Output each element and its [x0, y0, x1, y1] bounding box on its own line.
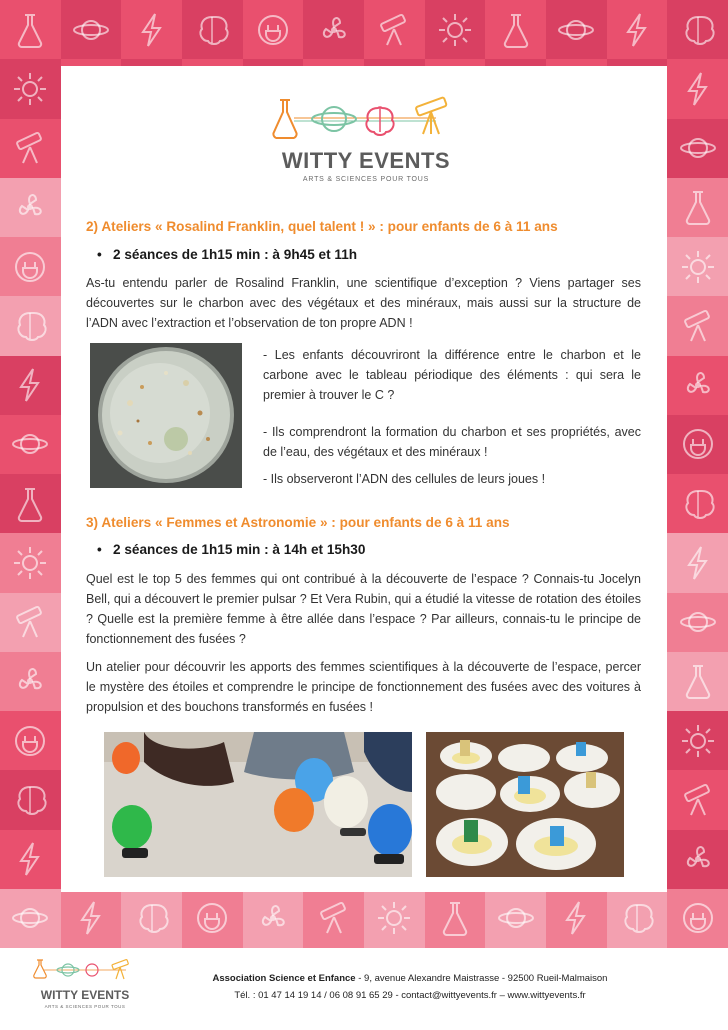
frame-tile — [61, 889, 122, 948]
brain-icon — [679, 11, 717, 49]
frame-tile — [121, 0, 182, 59]
frame-tile — [0, 0, 61, 59]
petri-dish-photo — [90, 343, 242, 488]
lightning-icon — [133, 11, 171, 49]
section-2-point-2: - Ils comprendront la formation du charbon et ses propriétés, avec de l’eau, des végétaux et des minéraux ! — [263, 425, 641, 459]
frame-tile — [485, 0, 546, 59]
footer-logo-brand: WITTY EVENTS — [40, 988, 130, 1002]
frame-tile — [0, 711, 61, 770]
frame-tile — [667, 474, 728, 533]
frame-tile — [546, 0, 607, 59]
lightning-icon — [679, 70, 717, 108]
frame-tile — [546, 889, 607, 948]
frame-tile — [0, 59, 61, 118]
fan-icon — [679, 366, 717, 404]
sun-icon — [679, 722, 717, 760]
telescope-icon — [679, 307, 717, 345]
fan-icon — [11, 188, 49, 226]
frame-tile — [0, 237, 61, 296]
planet-icon — [497, 899, 535, 937]
content-card — [61, 66, 667, 892]
telescope-icon — [11, 129, 49, 167]
section-2-intro: As-tu entendu parler de Rosalind Franklin, une scientifique d’exception ? Viens partager ses découvertes sur le charbon avec des végétaux et des minéraux, mais aussi sur la structure de l’ADN avec l’extraction et l’observation de ton propre ADN ! — [86, 276, 641, 330]
plug-icon — [254, 11, 292, 49]
flask-icon — [497, 11, 535, 49]
section-2-heading: 2) Ateliers « Rosalind Franklin, quel talent ! » : pour enfants de 6 à 11 ans — [86, 219, 558, 234]
frame-tile — [425, 889, 486, 948]
telescope-icon — [375, 11, 413, 49]
footer-logo-tagline: ARTS & SCIENCES POUR TOUS — [44, 1004, 126, 1009]
fan-icon — [679, 840, 717, 878]
footer-address — [200, 973, 620, 984]
telescope-icon — [679, 781, 717, 819]
frame-tile — [667, 237, 728, 296]
frame-tile — [667, 119, 728, 178]
frame-tile — [667, 830, 728, 889]
brain-icon — [11, 781, 49, 819]
frame-tile — [667, 593, 728, 652]
frame-tile — [667, 889, 728, 948]
frame-tile — [667, 296, 728, 355]
footer-logo — [30, 958, 140, 1018]
frame-tile — [182, 889, 243, 948]
frame-tile — [0, 533, 61, 592]
section-3-bullet: • 2 séances de 1h15 min : à 14h et 15h30 — [113, 542, 365, 557]
frame-tile — [425, 0, 486, 59]
section-2-point-1: - Les enfants découvriront la différence entre le charbon et le carbone avec le tableau périodique des éléments : qui sera le premier à trouver le C ? — [263, 348, 641, 402]
fan-icon — [315, 11, 353, 49]
frame-tile — [243, 889, 304, 948]
logo-science-icons — [266, 94, 466, 144]
section-2-point-3: - Ils observeront l’ADN des cellules de leurs joues ! — [263, 472, 546, 486]
planet-icon — [679, 603, 717, 641]
frame-tile — [607, 889, 668, 948]
frame-tile — [667, 59, 728, 118]
frame-tile — [364, 889, 425, 948]
balloon-cars-photo — [104, 732, 412, 877]
witty-events-logo — [266, 94, 466, 204]
footer-contact: Tél. : 01 47 14 19 14 / 06 08 91 65 29 - contact@wittyevents.fr – www.wittyevents.fr — [234, 990, 586, 1001]
footer-address-text: - 9, avenue Alexandre Maistrasse - 92500 Rueil-Malmaison — [355, 973, 608, 984]
frame-tile — [303, 0, 364, 59]
frame-tile — [667, 356, 728, 415]
frame-tile — [0, 178, 61, 237]
frame-tile — [0, 474, 61, 533]
telescope-icon — [315, 899, 353, 937]
brain-icon — [11, 307, 49, 345]
frame-tile — [303, 889, 364, 948]
frame-tile — [0, 593, 61, 652]
planet-icon — [557, 11, 595, 49]
frame-tile — [667, 533, 728, 592]
brain-icon — [679, 485, 717, 523]
planet-icon — [72, 11, 110, 49]
frame-tile — [0, 119, 61, 178]
frame-tile — [667, 415, 728, 474]
frame-tile — [667, 178, 728, 237]
flask-icon — [11, 11, 49, 49]
section-3-heading: 3) Ateliers « Femmes et Astronomie » : pour enfants de 6 à 11 ans — [86, 515, 510, 530]
footer-association: Association Science et Enfance — [212, 973, 356, 984]
plug-icon — [11, 248, 49, 286]
cork-rockets-photo — [426, 732, 624, 877]
logo-brand: WITTY EVENTS — [281, 148, 451, 173]
plug-icon — [193, 899, 231, 937]
lightning-icon — [72, 899, 110, 937]
fan-icon — [11, 662, 49, 700]
brain-icon — [133, 899, 171, 937]
brain-icon — [618, 899, 656, 937]
planet-icon — [11, 425, 49, 463]
flask-icon — [436, 899, 474, 937]
plug-icon — [11, 722, 49, 760]
sun-icon — [11, 544, 49, 582]
frame-tile — [607, 0, 668, 59]
section-3-paragraph-1: Quel est le top 5 des femmes qui ont contribué à la découverte de l’espace ? Connais-tu Jocelyn Bell, qui a découvert le premier pulsar ? Et Vera Rubin, qui a étudié la vitesse de rotation des étoiles ? Quelle est la première femme à être allée dans l’espace ? Par ailleurs, connais-tu le principe de fonctionnement des fusées ? — [86, 572, 641, 646]
frame-tile — [182, 0, 243, 59]
planet-icon — [679, 129, 717, 167]
section-2-bullet: • 2 séances de 1h15 min : à 9h45 et 11h — [113, 247, 357, 262]
frame-tile — [121, 889, 182, 948]
sun-icon — [436, 11, 474, 49]
lightning-icon — [679, 544, 717, 582]
page-footer — [0, 948, 728, 1030]
frame-tile — [485, 889, 546, 948]
frame-tile — [667, 0, 728, 59]
frame-tile — [0, 889, 61, 948]
flask-icon — [679, 662, 717, 700]
lightning-icon — [618, 11, 656, 49]
frame-tile — [667, 652, 728, 711]
telescope-icon — [11, 603, 49, 641]
flask-icon — [11, 485, 49, 523]
frame-tile — [0, 652, 61, 711]
frame-tile — [243, 0, 304, 59]
lightning-icon — [11, 366, 49, 404]
frame-tile — [364, 0, 425, 59]
frame-tile — [0, 356, 61, 415]
frame-tile — [0, 296, 61, 355]
frame-tile — [667, 711, 728, 770]
fan-icon — [254, 899, 292, 937]
plug-icon — [679, 425, 717, 463]
logo-tagline: ARTS & SCIENCES POUR TOUS — [302, 176, 430, 183]
flask-icon — [679, 188, 717, 226]
planet-icon — [11, 899, 49, 937]
frame-tile — [61, 0, 122, 59]
lightning-icon — [557, 899, 595, 937]
sun-icon — [375, 899, 413, 937]
sun-icon — [679, 248, 717, 286]
footer-logo-icons — [30, 958, 140, 982]
frame-tile — [0, 830, 61, 889]
sun-icon — [11, 70, 49, 108]
lightning-icon — [11, 840, 49, 878]
plug-icon — [679, 899, 717, 937]
section-3-paragraph-2: Un atelier pour découvrir les apports des femmes scientifiques à la découverte de l’espace, percer le mystère des étoiles et comprendre le principe de fonctionnement des fusées avec des voitures à propulsion et des bouchons transformés en fusées ! — [86, 660, 641, 714]
brain-icon — [193, 11, 231, 49]
frame-tile — [0, 770, 61, 829]
frame-tile — [667, 770, 728, 829]
frame-tile — [0, 415, 61, 474]
